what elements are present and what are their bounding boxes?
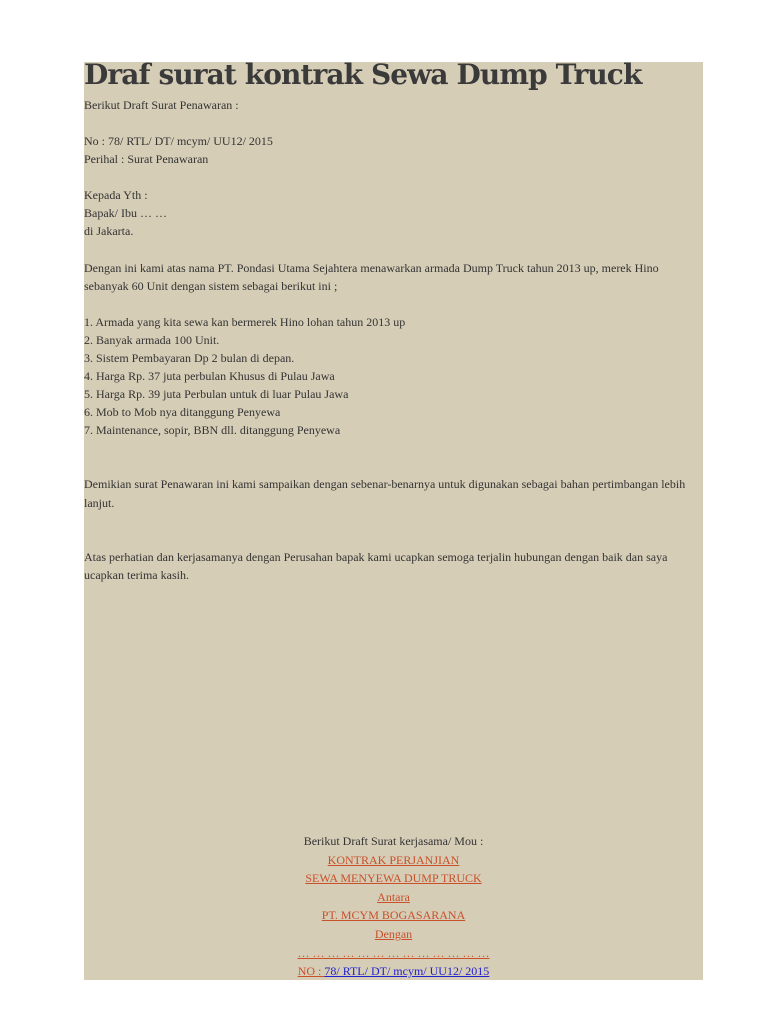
thanks-paragraph: Atas perhatian dan kerjasamanya dengan Perusahan bapak kami ucapkan semoga terjalin hubungan dengan baik dan saya ucapkan terima kasih. <box>84 549 668 582</box>
intro-text: Berikut Draft Surat Penawaran : <box>84 98 239 112</box>
list-item: 2. Banyak armada 100 Unit. <box>84 332 220 347</box>
letter-subject: Perihal : Surat Penawaran <box>84 152 209 167</box>
recipient-label: Kepada Yth : <box>84 188 148 203</box>
list-item: 1. Armada yang kita sewa kan bermerek Hino lohan tahun 2013 up <box>84 314 406 329</box>
contract-intro: Berikut Draft Surat kerjasama/ Mou : <box>303 834 484 848</box>
contract-subtitle-link[interactable]: SEWA MENYEWA DUMP TRUCK <box>305 871 482 886</box>
contract-number-prefix[interactable]: NO : <box>297 964 325 979</box>
list-item: 5. Harga Rp. 39 juta Perbulan untuk di luar Pulau Jawa <box>84 387 349 402</box>
letter-body <box>84 96 696 584</box>
contract-header <box>84 832 703 981</box>
contract-between-link[interactable]: Antara <box>377 889 410 904</box>
list-item: 4. Harga Rp. 37 juta perbulan Khusus di Pulau Jawa <box>84 369 335 384</box>
list-item: 7. Maintenance, sopir, BBN dll. ditanggung Penyewa <box>84 423 341 438</box>
contract-dots-link[interactable]: … … … … … … … … … … … … … <box>297 945 490 960</box>
contract-with-link[interactable]: Dengan <box>374 926 413 941</box>
list-item: 3. Sistem Pembayaran Dp 2 bulan di depan. <box>84 350 295 365</box>
closing-paragraph: Demikian surat Penawaran ini kami sampaikan dengan sebenar-benarnya untuk digunakan sebagai bahan pertimbangan lebih lanjut. <box>84 477 686 510</box>
contract-party-link[interactable]: PT. MCYM BOGASARANA <box>321 908 466 923</box>
page-title: Draf surat kontrak Sewa Dump Truck <box>84 58 642 91</box>
letter-number: No : 78/ RTL/ DT/ mcym/ UU12/ 2015 <box>84 134 273 149</box>
contract-number-link[interactable]: 78/ RTL/ DT/ mcym/ UU12/ 2015 <box>324 964 490 979</box>
recipient-city: di Jakarta. <box>84 224 134 239</box>
list-item: 6. Mob to Mob nya ditanggung Penyewa <box>84 405 281 420</box>
offer-paragraph: Dengan ini kami atas nama PT. Pondasi Utama Sejahtera menawarkan armada Dump Truck tahun 2013 up, merek Hino sebanyak 60 Unit dengan sistem sebagai berikut ini ; <box>84 260 659 293</box>
contract-title-link[interactable]: KONTRAK PERJANJIAN <box>327 852 460 867</box>
recipient-name: Bapak/ Ibu … … <box>84 206 167 221</box>
